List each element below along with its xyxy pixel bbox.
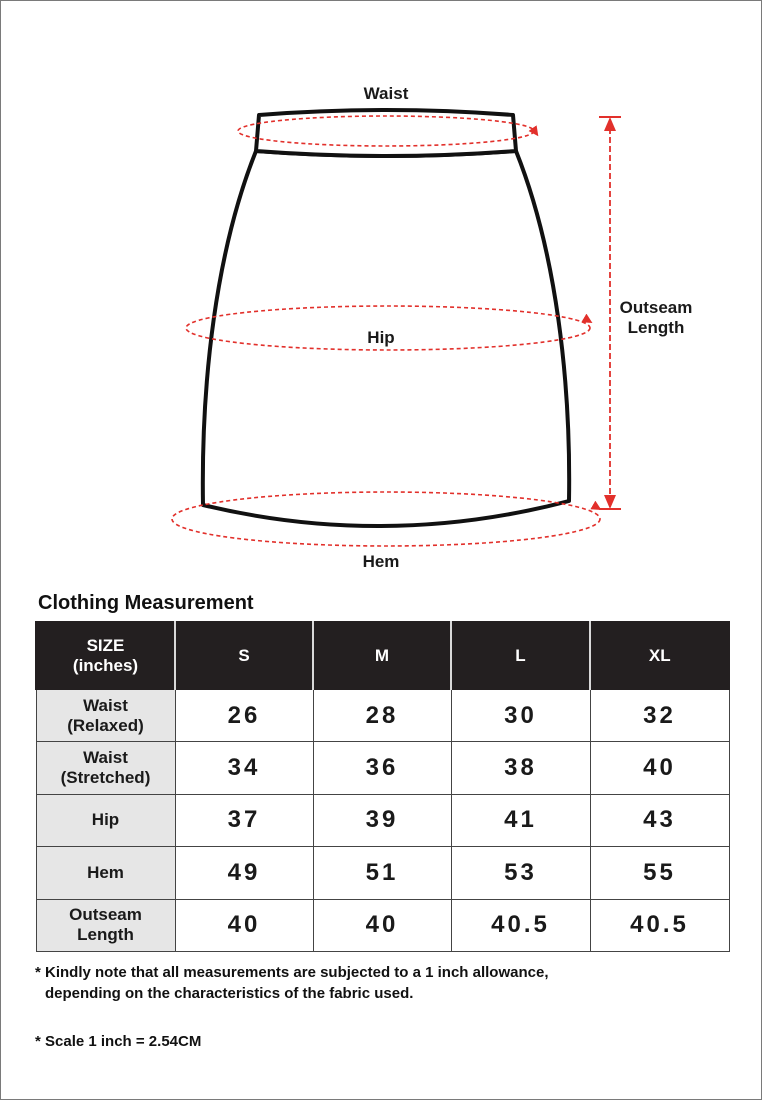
row-label-waist-stretched [36, 742, 175, 794]
table-cell: 40 [175, 899, 313, 951]
table-cell: 36 [313, 742, 451, 794]
row-label-waist-relaxed [36, 690, 175, 742]
size-table [35, 621, 730, 952]
row-label-line1: Outseam [69, 905, 142, 925]
table-cell: 41 [451, 794, 590, 846]
allowance-note-line1: * Kindly note that all measurements are subjected to a 1 inch allowance, [35, 964, 549, 981]
table-cell: 26 [175, 690, 313, 742]
row-label-line2: Length [77, 925, 134, 945]
table-cell: 28 [313, 690, 451, 742]
table-cell: 34 [175, 742, 313, 794]
allowance-note [35, 962, 549, 1004]
outseam-label-line2: Length [627, 318, 685, 337]
table-cell: 40.5 [590, 899, 729, 951]
column-header-s: S [175, 622, 313, 690]
column-header-l: L [451, 622, 590, 690]
table-title: Clothing Measurement [38, 592, 254, 614]
skirt-waistband [256, 110, 516, 156]
table-cell: 53 [451, 847, 590, 899]
table-row [36, 899, 729, 951]
column-header-xl: XL [590, 622, 729, 690]
waist-label: Waist [363, 84, 409, 103]
table-cell: 30 [451, 690, 590, 742]
table-header-row [36, 622, 729, 690]
allowance-note-line2: depending on the characteristics of the fabric used. [45, 985, 414, 1002]
table-cell: 40 [590, 742, 729, 794]
size-header-line2: (inches) [72, 655, 139, 675]
outseam-length-label [611, 298, 701, 338]
table-cell: 39 [313, 794, 451, 846]
table-row [36, 847, 729, 899]
row-label-outseam-length [36, 899, 175, 951]
outseam-bottom-arrow [604, 495, 616, 509]
hip-arrow [579, 315, 589, 321]
table-row [36, 742, 729, 794]
row-label-line1: Waist [83, 748, 128, 768]
row-label-hem: Hem [36, 847, 175, 899]
size-header-cell [36, 622, 175, 690]
table-cell: 55 [590, 847, 729, 899]
table-cell: 40 [313, 899, 451, 951]
row-label-line2: (Stretched) [60, 768, 151, 788]
size-header-line1: SIZE [86, 635, 125, 655]
table-cell: 43 [590, 794, 729, 846]
table-cell: 37 [175, 794, 313, 846]
table-cell: 32 [590, 690, 729, 742]
row-label-line1: Waist [83, 695, 128, 715]
outseam-top-arrow [604, 117, 616, 131]
outseam-label-line1: Outseam [619, 298, 693, 317]
hem-arrow [586, 501, 598, 508]
table-cell: 49 [175, 847, 313, 899]
table-cell: 38 [451, 742, 590, 794]
hip-label: Hip [367, 328, 395, 347]
hem-label: Hem [362, 552, 400, 571]
row-label-hip: Hip [36, 794, 175, 846]
row-label-line2: (Relaxed) [67, 715, 144, 735]
table-cell: 40.5 [451, 899, 590, 951]
table-row [36, 690, 729, 742]
table-cell: 51 [313, 847, 451, 899]
column-header-m: M [313, 622, 451, 690]
scale-note: * Scale 1 inch = 2.54CM [35, 1033, 202, 1050]
table-row [36, 794, 729, 846]
